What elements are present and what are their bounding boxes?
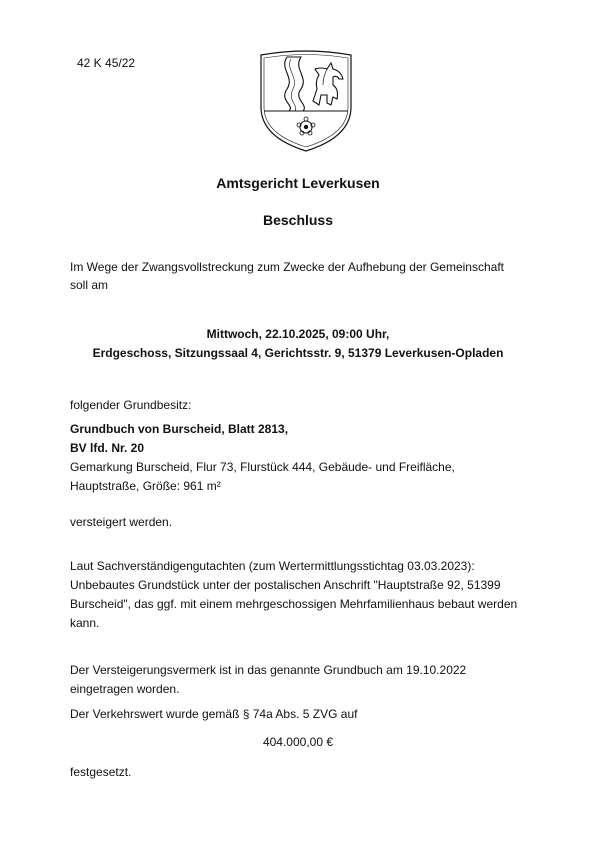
registration-paragraph — [70, 661, 466, 699]
intro-line: Im Wege der Zwangsvollstreckung zum Zwecke der Aufhebung der Gemeinschaft — [70, 260, 504, 274]
land-register: Grundbuch von Burscheid, Blatt 2813, — [70, 422, 289, 436]
auction-statement: versteigert werden. — [70, 515, 173, 529]
intro-line: soll am — [70, 278, 109, 292]
appraisal-line: Laut Sachverständigengutachten (zum Wertermittlungsstichtag 03.03.2023): — [70, 559, 475, 573]
appraisal-line: Unbebautes Grundstück unter der postalischen Anschrift "Hauptstraße 92, 51399 — [70, 578, 501, 592]
appointment-location: Erdgeschoss, Sitzungssaal 4, Gerichtsstr. 9, 51379 Leverkusen-Opladen — [92, 346, 504, 360]
registration-line: eingetragen worden. — [70, 682, 180, 696]
valuation-amount: 404.000,00 € — [262, 735, 334, 749]
parcel-description: Gemarkung Burscheid, Flur 73, Flurstück 444, Gebäude- und Freifläche, — [70, 460, 455, 474]
coat-of-arms-icon — [257, 49, 355, 153]
property-intro: folgender Grundbesitz: — [70, 398, 192, 412]
valuation-closing: festgesetzt. — [70, 765, 132, 779]
decision-title: Beschluss — [262, 212, 334, 228]
appraisal-line: kann. — [70, 616, 100, 630]
property-address: Hauptstraße, Größe: 961 m² — [70, 479, 221, 493]
appointment-date: Mittwoch, 22.10.2025, 09:00 Uhr, — [206, 327, 390, 341]
registration-line: Der Versteigerungsvermerk ist in das genannte Grundbuch am 19.10.2022 — [70, 663, 467, 677]
intro-paragraph — [70, 258, 504, 294]
court-name: Amtsgericht Leverkusen — [216, 175, 380, 191]
appraisal-paragraph — [70, 557, 517, 633]
bv-number: BV lfd. Nr. 20 — [70, 441, 145, 455]
appraisal-line: Burscheid", das ggf. mit einem mehrgeschossigen Mehrfamilienhaus bebaut werden — [70, 597, 518, 611]
valuation-intro: Der Verkehrswert wurde gemäß § 74a Abs. 5 ZVG auf — [70, 707, 358, 721]
case-number: 42 K 45/22 — [77, 56, 136, 70]
